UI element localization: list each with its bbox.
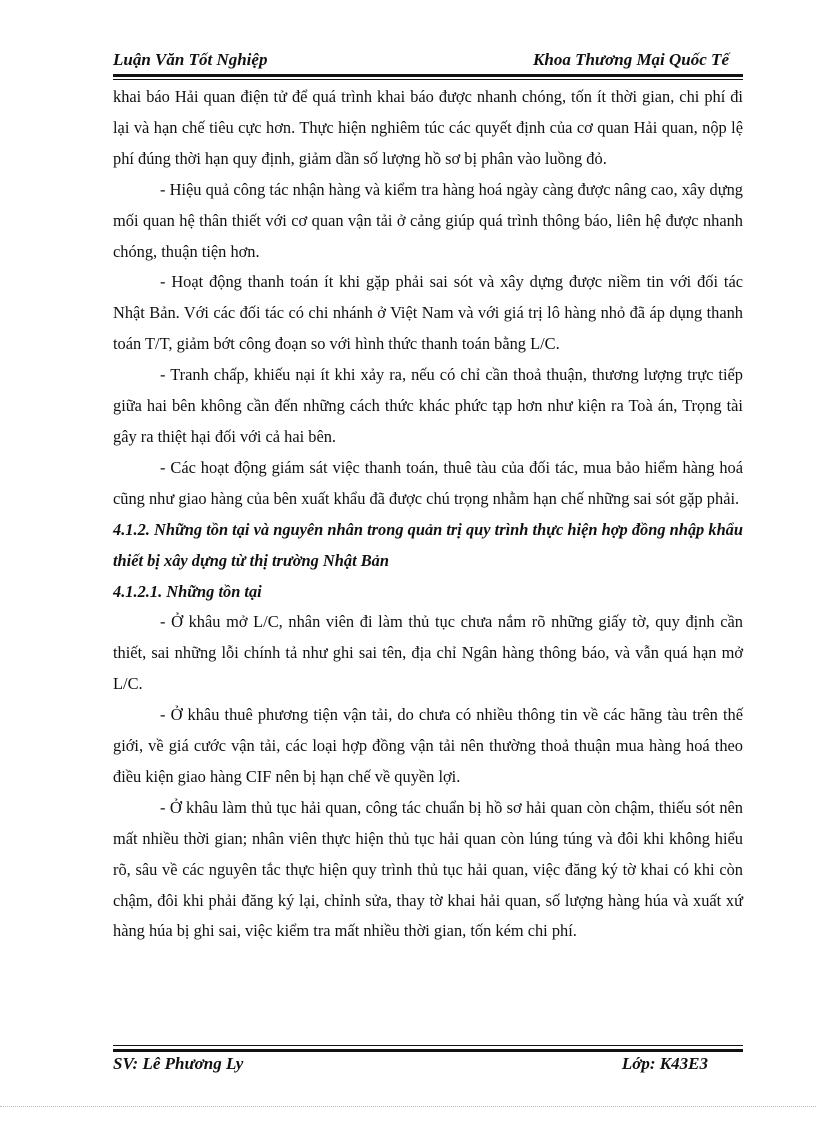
footer-rule-thick xyxy=(113,1049,743,1052)
page-edge-divider xyxy=(0,1106,816,1107)
paragraph-payment: - Hoạt động thanh toán ít khi gặp phải sai sót và xây dựng được niềm tin với đối tác Nhật Bản. Với các đối tác có chi nhánh ở Việt Nam và với giá trị lô hàng nhỏ đã áp dụng thanh toán T/T, giảm bớt công đoạn so với hình thức thanh toán bằng L/C. xyxy=(113,272,743,354)
page-body xyxy=(113,82,743,947)
section-heading-4-1-2: 4.1.2. Những tồn tại và nguyên nhân trong quản trị quy trình thực hiện hợp đồng nhập khẩu thiết bị xây dựng từ thị trường Nhật Bản xyxy=(113,519,743,570)
header-rule-thin xyxy=(113,79,743,80)
paragraph-transport: - Ở khâu thuê phương tiện vận tải, do chưa có nhiều thông tin về các hãng tàu trên thế giới, về giá cước vận tải, các loại hợp đồng vận tải nên thường thoả thuận mua hàng hoá theo điều kiện giao hàng CIF nên bị hạn chế về quyền lợi. xyxy=(113,705,743,786)
paragraph-supervision: - Các hoạt động giám sát việc thanh toán, thuê tàu của đối tác, mua bảo hiểm hàng hoá cũng như giao hàng của bên xuất khẩu đã được chú trọng nhằm hạn chế những sai sót gặp phải. xyxy=(113,457,743,508)
header-rule-thick xyxy=(113,74,743,77)
page-header xyxy=(113,50,743,76)
section-heading-4-1-2-1: 4.1.2.1. Những tồn tại xyxy=(113,581,262,601)
page-footer xyxy=(113,1054,743,1078)
paragraph-customs: - Ở khâu làm thủ tục hải quan, công tác chuẩn bị hồ sơ hải quan còn chậm, thiếu sót nên mất nhiều thời gian; nhân viên thực hiện thủ tục hải quan còn lúng túng và đôi khi không hiểu rõ, sâu về các nguyên tắc thực hiện quy trình thủ tục hải quan, việc đăng ký tờ khai có khi còn chậm, đôi khi phải đăng ký lại, chỉnh sửa, thay tờ khai hải quan, số lượng hàng húa và xuất xứ hàng húa bị ghi sai, việc kiểm tra mất nhiều thời gian, tốn kém chi phí. xyxy=(113,797,743,941)
paragraph-continued: khai báo Hải quan điện tử để quá trình khai báo được nhanh chóng, tốn ít thời gian, chi phí đi lại và hạn chế tiêu cực hơn. Thực hiện nghiêm túc các quyết định của cơ quan Hải quan, nộp lệ phí đúng thời hạn quy định, giảm dần số lượng hồ sơ bị phân vào luồng đỏ. xyxy=(113,87,743,168)
paragraph-disputes: - Tranh chấp, khiếu nại ít khi xảy ra, nếu có chỉ cần thoả thuận, thương lượng trực tiếp giữa hai bên không cần đến những cách thức khác phức tạp hơn như kiện ra Toà án, Trọng tài gây ra thiệt hại đối với cả hai bên. xyxy=(113,365,743,446)
paragraph-receiving-goods: - Hiệu quả công tác nhận hàng và kiểm tra hàng hoá ngày càng được nâng cao, xây dựng mối quan hệ thân thiết với cơ quan vận tải ở cảng giúp quá trình thông báo, liên hệ được nhanh chóng, thuận tiện hơn. xyxy=(113,179,743,261)
paragraph-lc-opening: - Ở khâu mở L/C, nhân viên đi làm thủ tục chưa nắm rõ những giấy tờ, quy định cần thiết, sai những lỗi chính tả như ghi sai tên, địa chỉ Ngân hàng thông báo, và vẫn quá hạn mở L/C. xyxy=(113,612,743,694)
header-faculty: Khoa Thương Mại Quốc Tế xyxy=(533,50,729,69)
footer-student: SV: Lê Phương Ly xyxy=(113,1054,244,1073)
footer-rule-thin xyxy=(113,1045,743,1046)
footer-class: Lớp: K43E3 xyxy=(621,1054,708,1073)
header-thesis-title: Luận Văn Tốt Nghiệp xyxy=(113,50,268,69)
